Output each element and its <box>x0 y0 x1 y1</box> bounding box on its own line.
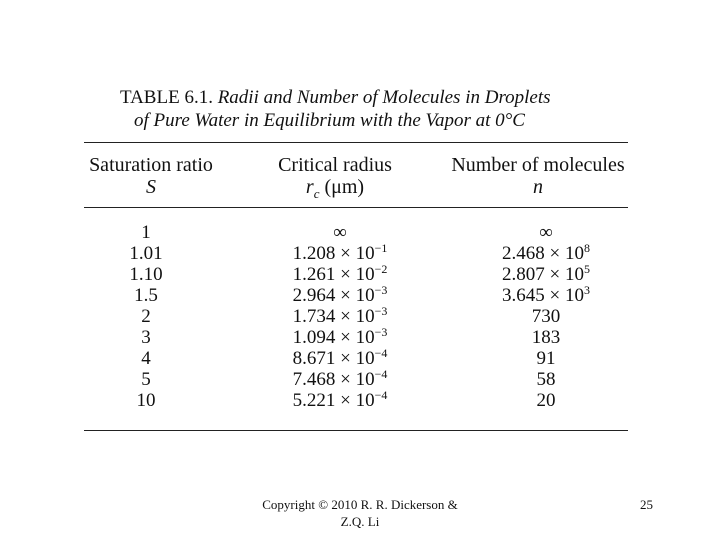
cell-number-of-molecules <box>476 348 616 369</box>
cell-critical-radius <box>270 222 410 243</box>
critical-radius-mantissa: 2.964 × 10 <box>292 285 375 306</box>
header-saturation-ratio-label: Saturation ratio <box>89 154 213 176</box>
column-critical-radius <box>270 222 410 411</box>
copyright-line2: Z.Q. Li <box>340 514 380 529</box>
critical-radius-exponent: −4 <box>374 388 388 402</box>
critical-radius-mantissa: 8.671 × 10 <box>292 348 375 369</box>
radius-symbol: r <box>305 176 314 198</box>
critical-radius-mantissa: 1.094 × 10 <box>292 327 375 348</box>
cell-critical-radius <box>270 285 410 306</box>
critical-radius-exponent: −3 <box>374 283 388 297</box>
critical-radius-mantissa: 1.261 × 10 <box>292 264 375 285</box>
column-saturation-ratio <box>126 222 166 411</box>
cell-critical-radius <box>270 327 410 348</box>
cell-saturation-ratio: 4 <box>141 348 151 369</box>
header-critical-radius-label: Critical radius <box>278 154 392 176</box>
table-title-line1: Radii and Number of Molecules in Droplets <box>217 87 551 108</box>
cell-critical-radius <box>270 243 410 264</box>
table-title-line2: of Pure Water in Equilibrium with the Vapor at 0°C <box>134 110 525 131</box>
copyright-line1: Copyright © 2010 R. R. Dickerson & <box>262 497 458 512</box>
cell-number-of-molecules <box>476 285 616 306</box>
cell-number-of-molecules <box>476 390 616 411</box>
molecule-count-exponent: 3 <box>583 283 590 297</box>
header-saturation-ratio <box>84 154 218 198</box>
molecule-count-mantissa: ∞ <box>539 222 553 243</box>
cell-number-of-molecules <box>476 264 616 285</box>
molecule-count-mantissa: 20 <box>536 390 556 411</box>
critical-radius-mantissa: 5.221 × 10 <box>292 390 375 411</box>
cell-saturation-ratio: 3 <box>141 327 151 348</box>
cell-saturation-ratio: 1.10 <box>129 264 163 285</box>
column-number-of-molecules <box>476 222 616 411</box>
cell-saturation-ratio: 1.5 <box>134 285 158 306</box>
cell-number-of-molecules <box>476 369 616 390</box>
cell-critical-radius <box>270 390 410 411</box>
molecule-count-exponent: 8 <box>583 241 590 255</box>
header-critical-radius-symbol <box>262 176 408 205</box>
cell-saturation-ratio: 1.01 <box>129 243 163 264</box>
cell-saturation-ratio: 10 <box>136 390 156 411</box>
critical-radius-exponent: −3 <box>374 304 388 318</box>
header-saturation-ratio-symbol: S <box>146 176 156 198</box>
cell-number-of-molecules <box>476 222 616 243</box>
molecule-count-mantissa: 91 <box>536 348 556 369</box>
molecule-count-mantissa: 730 <box>531 306 561 327</box>
header-critical-radius <box>262 154 408 205</box>
cell-critical-radius <box>270 348 410 369</box>
table-label: TABLE 6.1. <box>120 87 213 108</box>
page-number: 25 <box>640 497 653 512</box>
cell-number-of-molecules <box>476 327 616 348</box>
critical-radius-exponent: −4 <box>374 346 388 360</box>
table-caption <box>120 86 640 132</box>
molecule-count-mantissa: 183 <box>531 327 561 348</box>
header-number-of-molecules <box>446 154 630 198</box>
critical-radius-exponent: −1 <box>374 241 388 255</box>
critical-radius-mantissa: 1.208 × 10 <box>292 243 375 264</box>
critical-radius-mantissa: 1.734 × 10 <box>292 306 375 327</box>
molecule-count-mantissa: 3.645 × 10 <box>502 285 584 306</box>
cell-critical-radius <box>270 369 410 390</box>
radius-unit: (μm) <box>324 176 365 198</box>
header-number-of-molecules-label: Number of molecules <box>451 154 625 176</box>
critical-radius-mantissa: 7.468 × 10 <box>292 369 375 390</box>
molecule-count-mantissa: 2.807 × 10 <box>502 264 584 285</box>
cell-number-of-molecules <box>476 243 616 264</box>
cell-number-of-molecules <box>476 306 616 327</box>
critical-radius-exponent: −4 <box>374 367 388 381</box>
molecule-count-mantissa: 2.468 × 10 <box>502 243 584 264</box>
header-rule <box>84 207 628 208</box>
critical-radius-mantissa: ∞ <box>333 222 347 243</box>
copyright-notice <box>250 496 470 530</box>
top-rule <box>84 142 628 143</box>
cell-critical-radius <box>270 306 410 327</box>
molecule-count-mantissa: 58 <box>536 369 556 390</box>
cell-saturation-ratio: 5 <box>141 369 151 390</box>
critical-radius-exponent: −2 <box>374 262 388 276</box>
critical-radius-exponent: −3 <box>374 325 388 339</box>
cell-critical-radius <box>270 264 410 285</box>
header-number-of-molecules-symbol: n <box>533 176 543 198</box>
bottom-rule <box>84 430 628 431</box>
cell-saturation-ratio: 2 <box>141 306 151 327</box>
cell-saturation-ratio: 1 <box>141 222 151 243</box>
radius-subscript: c <box>313 186 320 201</box>
molecule-count-exponent: 5 <box>583 262 590 276</box>
